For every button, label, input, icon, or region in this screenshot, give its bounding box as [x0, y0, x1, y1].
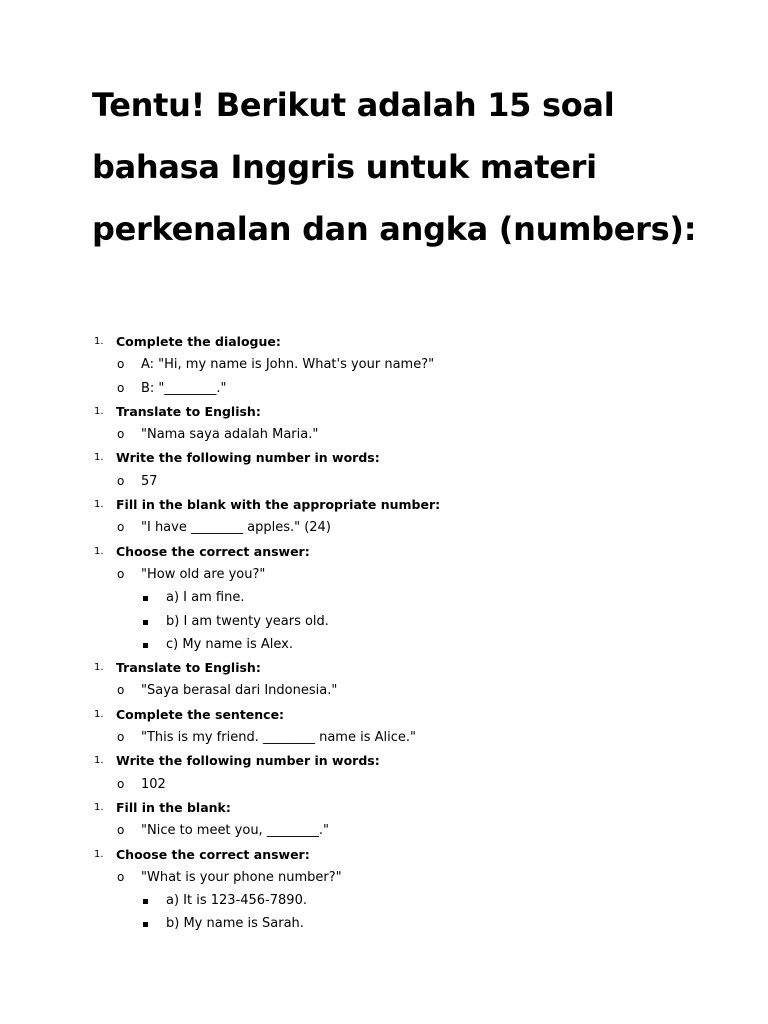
question-number-marker: 1. [94, 662, 104, 674]
question-number-marker: 1. [94, 755, 104, 767]
question-item [0, 540, 768, 563]
sub-bullet-marker: o [117, 823, 125, 838]
sub-bullet-marker: o [117, 683, 125, 698]
sub-item-text: 57 [141, 473, 158, 489]
sub-item [0, 563, 768, 586]
option-item [0, 912, 768, 935]
option-item [0, 889, 768, 912]
question-item [0, 446, 768, 469]
sub-item [0, 726, 768, 749]
question-number-marker: 1. [94, 545, 104, 557]
document-title: Tentu! Berikut adalah 15 soal bahasa Inggris untuk materi perkenalan dan angka (numbers): [92, 86, 697, 248]
question-text: Write the following number in words: [116, 450, 380, 466]
sub-bullet-marker: o [117, 357, 125, 372]
question-number-marker: 1. [94, 405, 104, 417]
question-text: Translate to English: [116, 403, 261, 419]
question-text: Translate to English: [116, 660, 261, 676]
sub-item [0, 819, 768, 842]
question-list [0, 330, 768, 936]
option-item [0, 586, 768, 609]
square-bullet-icon [143, 643, 148, 648]
question-number-marker: 1. [94, 708, 104, 720]
sub-item [0, 423, 768, 446]
question-text: Write the following number in words: [116, 753, 380, 769]
question-text: Choose the correct answer: [116, 846, 310, 862]
question-text: Fill in the blank: [116, 799, 231, 815]
sub-item-text: "Nama saya adalah Maria." [141, 427, 319, 443]
sub-bullet-marker: o [117, 776, 125, 791]
question-number-marker: 1. [94, 848, 104, 860]
question-item [0, 656, 768, 679]
square-bullet-icon [143, 596, 148, 601]
question-text: Complete the sentence: [116, 706, 285, 722]
sub-item [0, 353, 768, 376]
square-bullet-icon [143, 922, 148, 927]
sub-bullet-marker: o [117, 869, 125, 884]
question-number-marker: 1. [94, 336, 104, 347]
question-item [0, 796, 768, 819]
sub-bullet-marker: o [117, 380, 125, 395]
sub-item-text: "What is your phone number?" [141, 869, 342, 885]
question-item [0, 330, 768, 353]
sub-item [0, 377, 768, 400]
sub-item-text: "This is my friend. ________ name is Alice." [141, 730, 416, 746]
question-text: Choose the correct answer: [116, 543, 310, 559]
option-item [0, 610, 768, 633]
sub-item-text: "Saya berasal dari Indonesia." [141, 683, 338, 699]
sub-item [0, 866, 768, 889]
sub-item-text: "I have ________ apples." (24) [141, 520, 331, 536]
question-item [0, 749, 768, 772]
sub-item-text: A: "Hi, my name is John. What's your name?" [141, 357, 435, 373]
question-number-marker: 1. [94, 452, 104, 464]
sub-item [0, 773, 768, 796]
question-item [0, 493, 768, 516]
option-text: b) My name is Sarah. [166, 916, 304, 932]
square-bullet-icon [143, 620, 148, 625]
option-text: b) I am twenty years old. [166, 613, 329, 629]
sub-item-text: "How old are you?" [141, 566, 266, 582]
option-item [0, 633, 768, 656]
sub-bullet-marker: o [117, 566, 125, 581]
sub-item [0, 679, 768, 702]
sub-item-text: B: "________." [141, 380, 227, 396]
option-text: a) It is 123-456-7890. [166, 893, 307, 909]
sub-item [0, 470, 768, 493]
sub-item-text: "Nice to meet you, ________." [141, 823, 329, 839]
question-number-marker: 1. [94, 801, 104, 813]
question-item [0, 843, 768, 866]
sub-item [0, 516, 768, 539]
question-text: Complete the dialogue: [116, 334, 281, 349]
sub-bullet-marker: o [117, 520, 125, 535]
square-bullet-icon [143, 899, 148, 904]
option-text: a) I am fine. [166, 590, 245, 606]
question-item [0, 400, 768, 423]
sub-bullet-marker: o [117, 427, 125, 442]
sub-bullet-marker: o [117, 730, 125, 745]
question-text: Fill in the blank with the appropriate number: [116, 497, 441, 513]
question-number-marker: 1. [94, 499, 104, 511]
option-text: c) My name is Alex. [166, 636, 294, 652]
question-item [0, 703, 768, 726]
sub-item-text: 102 [141, 776, 166, 792]
sub-bullet-marker: o [117, 473, 125, 488]
